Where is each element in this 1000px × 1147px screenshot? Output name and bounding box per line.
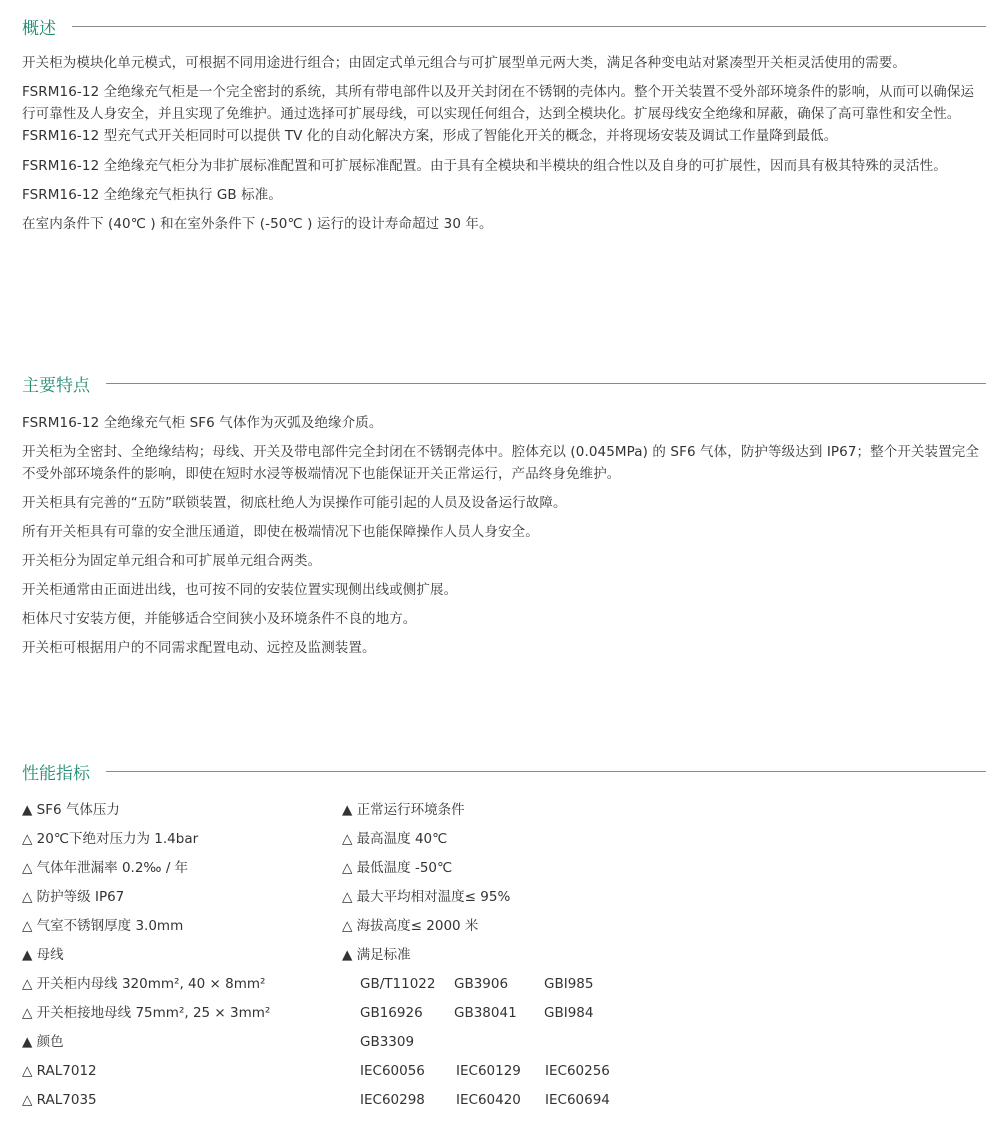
overview-paragraph: 在室内条件下 (40℃ ) 和在室外条件下 (-50℃ ) 运行的设计寿命超过 30 年。	[22, 216, 493, 232]
spec-item: △ 最低温度 -50℃	[342, 860, 453, 876]
standard-code: IEC60694	[545, 1092, 610, 1108]
standard-code: IEC60420	[456, 1092, 521, 1108]
overview-divider	[72, 26, 986, 27]
spec-item: △ 气室不锈钢厚度 3.0mm	[22, 918, 184, 934]
spec-group-heading: ▲ 正常运行环境条件	[342, 802, 465, 818]
standard-code: GB/T11022	[360, 976, 436, 992]
performance-title: 性能指标	[22, 763, 90, 784]
spec-group-heading: ▲ 颜色	[22, 1034, 64, 1050]
spec-item: △ 开关柜内母线 320mm², 40 × 8mm²	[22, 976, 266, 992]
standard-code: GB3309	[360, 1034, 415, 1050]
spec-group-heading: ▲ 满足标准	[342, 947, 411, 963]
spec-item: △ 气体年泄漏率 0.2‰ / 年	[22, 860, 189, 876]
standard-code: GBI985	[544, 976, 594, 992]
spec-item: △ 最大平均相对温度≤ 95%	[342, 889, 511, 905]
overview-paragraph: FSRM16-12 全绝缘充气柜分为非扩展标准配置和可扩展标准配置。由于具有全模块和半模块的组合性以及自身的可扩展性，因而具有极其特殊的灵活性。	[22, 158, 947, 174]
spec-group-heading: ▲ SF6 气体压力	[22, 802, 120, 818]
overview-paragraph: FSRM16-12 全绝缘充气柜是一个完全密封的系统，其所有带电部件以及开关封闭在不锈钢的壳体内。整个开关装置不受外部环境条件的影响，从而可以确保运行可靠性及人身安全，并且实现了免维护。通过选择可扩展母线，可以实现任何组合，达到全模块化。扩展母线安全绝缘和屏蔽，确保了高可靠性和安全性。FSRM16-12 型充气式开关柜同时可以提供 TV 化的自动化解决方案，形成了智能化开关的概念，并将现场安装及调试工作量降到最低。	[22, 84, 975, 144]
feature-item: FSRM16-12 全绝缘充气柜 SF6 气体作为灭弧及绝缘介质。	[22, 415, 383, 431]
feature-item: 开关柜通常由正面进出线，也可按不同的安装位置实现侧出线或侧扩展。	[22, 582, 458, 598]
feature-item: 开关柜具有完善的“五防”联锁装置，彻底杜绝人为误操作可能引起的人员及设备运行故障。	[22, 495, 567, 511]
overview-header	[22, 10, 986, 42]
standard-code: IEC60298	[360, 1092, 425, 1108]
spec-item: △ RAL7035	[22, 1092, 97, 1108]
spec-group-heading: ▲ 母线	[22, 947, 64, 963]
spec-item: △ 开关柜接地母线 75mm², 25 × 3mm²	[22, 1005, 271, 1021]
feature-item: 柜体尺寸安装方便，并能够适合空间狭小及环境条件不良的地方。	[22, 611, 417, 627]
features-title: 主要特点	[22, 375, 90, 396]
performance-header	[22, 755, 986, 787]
spec-item: △ RAL7012	[22, 1063, 97, 1079]
feature-item: 所有开关柜具有可靠的安全泄压通道，即使在极端情况下也能保障操作人员人身安全。	[22, 524, 539, 540]
spec-item: △ 20℃下绝对压力为 1.4bar	[22, 831, 199, 847]
spec-item: △ 海拔高度≤ 2000 米	[342, 918, 479, 934]
overview-paragraph: 开关柜为模块化单元模式，可根据不同用途进行组合；由固定式单元组合与可扩展型单元两大类，满足各种变电站对紧凑型开关柜灵活使用的需要。	[22, 55, 906, 71]
performance-divider	[106, 771, 986, 772]
standard-code: GBI984	[544, 1005, 594, 1021]
spec-item: △ 防护等级 IP67	[22, 889, 125, 905]
features-divider	[106, 383, 986, 384]
overview-title: 概述	[22, 18, 56, 39]
features-header	[22, 367, 986, 399]
standard-code: GB38041	[454, 1005, 517, 1021]
standard-code: IEC60129	[456, 1063, 521, 1079]
standard-code: IEC60056	[360, 1063, 425, 1079]
feature-item: 开关柜为全密封、全绝缘结构；母线、开关及带电部件完全封闭在不锈钢壳体中。腔体充以 (0.045MPa) 的 SF6 气体，防护等级达到 IP67；整个开关装置完全不受外部环境条件的影响，即使在短时水浸等极端情况下也能保证开关正常运行，产品终身免维护。	[22, 444, 979, 482]
standard-code: GB3906	[454, 976, 509, 992]
feature-item: 开关柜可根据用户的不同需求配置电动、远控及监测装置。	[22, 640, 376, 656]
overview-paragraph: FSRM16-12 全绝缘充气柜执行 GB 标准。	[22, 187, 282, 203]
spec-item: △ 最高温度 40℃	[342, 831, 448, 847]
feature-item: 开关柜分为固定单元组合和可扩展单元组合两类。	[22, 553, 322, 569]
standard-code: GB16926	[360, 1005, 423, 1021]
standard-code: IEC60256	[545, 1063, 610, 1079]
